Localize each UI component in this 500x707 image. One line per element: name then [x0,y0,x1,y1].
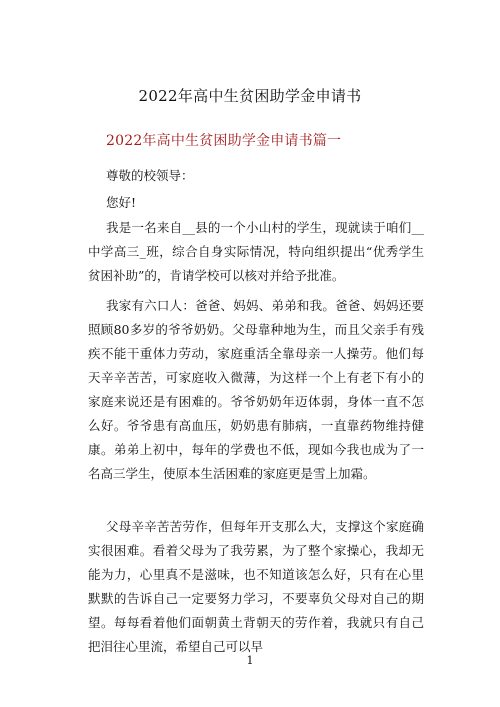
salutation: 尊敬的校领导： [106,168,194,183]
page-number: 1 [246,654,254,667]
paragraph-2: 我家有六口人：爸爸、妈妈、弟弟和我。爸爸、妈妈还要照顾80多岁的爷爷奶奶。父母靠种地为生，而且父亲手有残疾不能干重体力劳动，家庭重活全靠母亲一人操劳。他们每天辛辛苦苦，可家庭收入微薄，为这样一个上有老下有小的家庭来说还是有困难的。爷爷奶奶年迈体弱，身体一直不怎么好。爷爷患有高血压，奶奶患有肺病，一直靠药物维持健康。弟弟上初中，每年的学费也不低，现如今我也成为了一名高三学生，使原本生活困难的家庭更是雪上加霜。 [88,298,424,481]
greeting: 您好! [106,195,137,210]
paragraph-3: 父母辛辛苦苦劳作，但每年开支那么大，支撑这个家庭确实很困难。看着父母为了我劳累，为了整个家操心，我却无能为力，心里真不是滋味，也不知道该怎么好，只有在心里默默的告诉自己一定要努力学习，不要辜负父母对自己的期望。每每看着他们面朝黄土背朝天的劳作着，我就只有自己把泪往心里流，希望自己可以早 [88,519,424,654]
section-heading: 2022年高中生贫困助学金申请书篇一 [106,133,342,149]
paragraph-1: 我是一名来自__县的一个小山村的学生，现就读于咱们__中学高三_班，综合自身实际情况，特向组织提出“优秀学生贫困补助”的，肯请学校可以核对并给予批准。 [88,220,424,283]
document-title: 2022年高中生贫困助学金申请书 [138,87,362,105]
